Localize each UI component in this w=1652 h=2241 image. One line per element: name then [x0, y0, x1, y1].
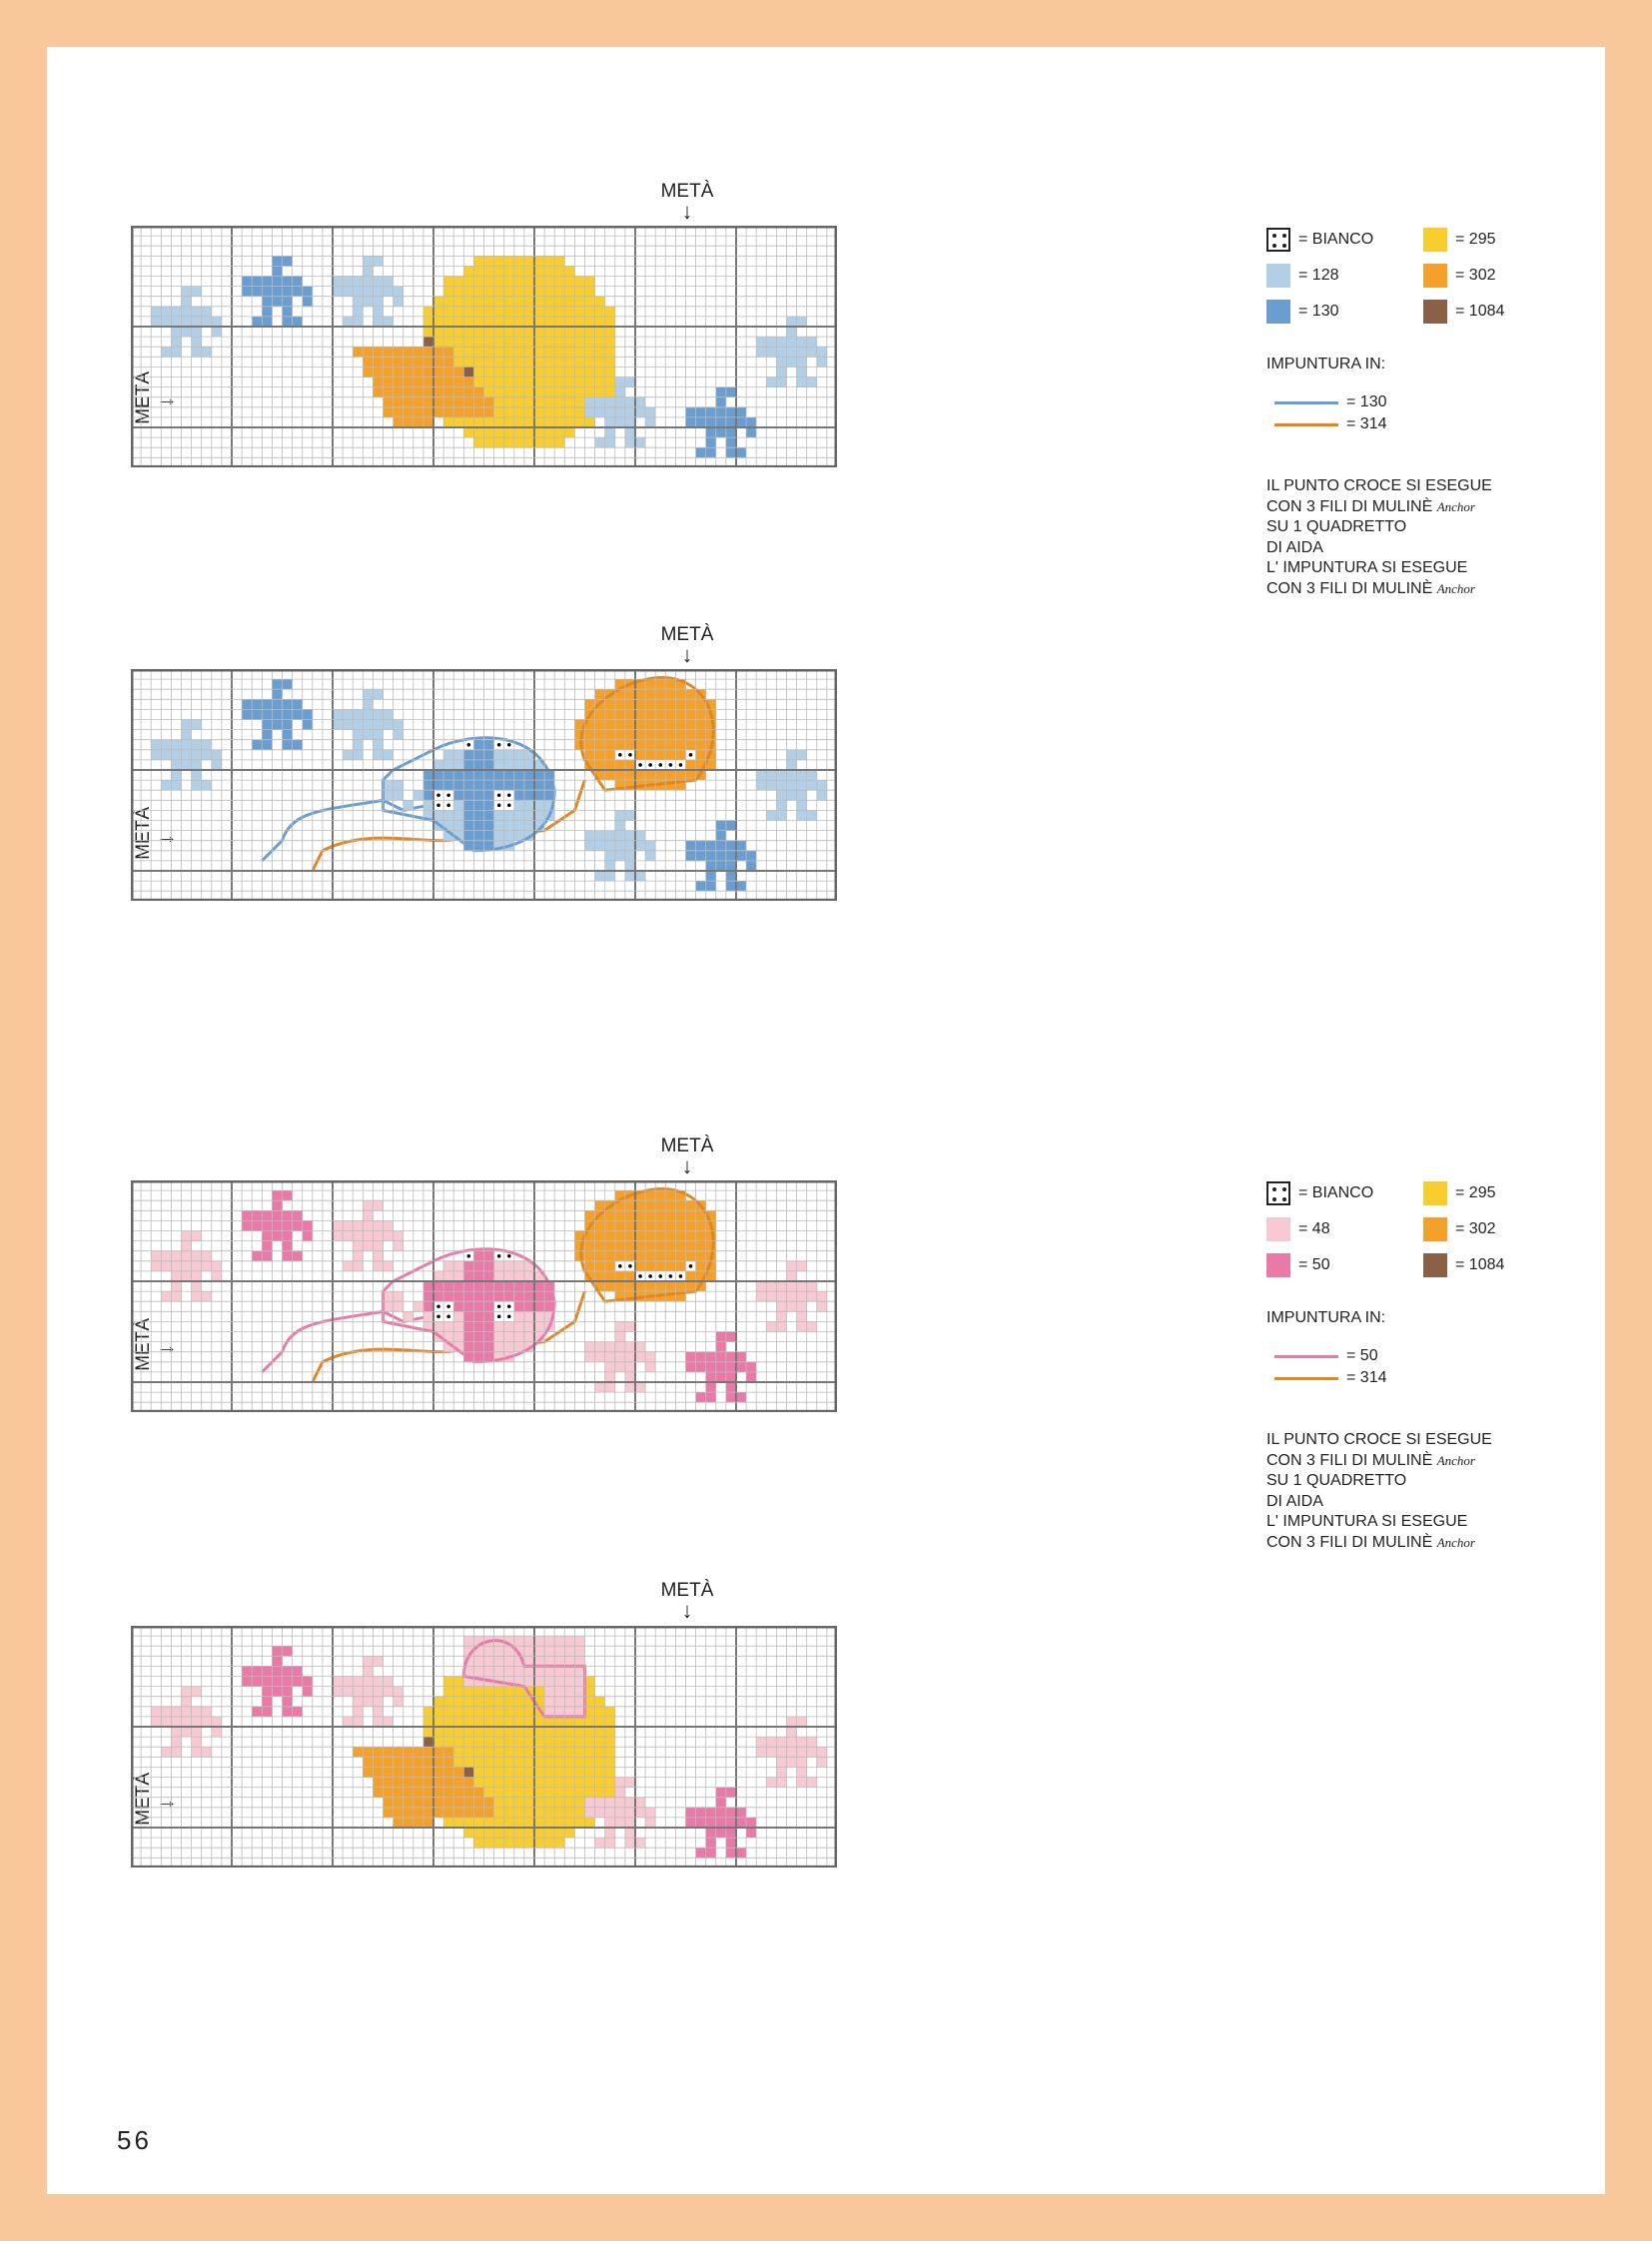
candy [384, 1249, 555, 1362]
stitch-notes: IL PUNTO CROCE SI ESEGUE CON 3 FILI DI MULINÈ Anchor SU 1 QUADRETTO DI AIDA L' IMPUNTURA SI ESEGUE CON 3 FILI DI MULINÈ Anchor [1266, 477, 1492, 597]
anchor-logo: Anchor [1436, 1534, 1475, 1550]
legend-label: = 295 [1455, 231, 1496, 248]
swatch-48 [1266, 1217, 1290, 1241]
meta-side-label-1: METÀ [133, 372, 154, 424]
chart-pink-duck [131, 1626, 837, 1868]
swatch-bianco [1266, 1181, 1290, 1205]
legend-label: = 50 [1298, 1256, 1330, 1273]
legend-label: = 48 [1298, 1220, 1330, 1237]
stitch-notes: IL PUNTO CROCE SI ESEGUE CON 3 FILI DI MULINÈ Anchor SU 1 QUADRETTO DI AIDA L' IMPUNTURA SI ESEGUE CON 3 FILI DI MULINÈ Anchor [1266, 1431, 1492, 1551]
chart-blue-balloon [131, 669, 837, 901]
swatch-1084 [1423, 300, 1447, 324]
legend-label: = 1084 [1455, 1256, 1505, 1273]
chart-pink-balloon [131, 1180, 837, 1412]
meta-top-label-2: METÀ ↓ [660, 624, 714, 667]
meta-side-label-4: METÀ [133, 1773, 154, 1826]
impuntura-title: IMPUNTURA IN: [1266, 356, 1386, 373]
swatch-295 [1423, 228, 1447, 252]
legend-label: = 302 [1455, 267, 1496, 284]
impuntura-line-314 [1274, 1377, 1338, 1380]
impuntura-title: IMPUNTURA IN: [1266, 1309, 1386, 1326]
meta-side-arrow-1: → [156, 385, 178, 410]
chart-svg [131, 1626, 837, 1868]
swatch-128 [1266, 264, 1290, 288]
legend-label: = BIANCO [1298, 1184, 1374, 1201]
impuntura-line-50 [1274, 1355, 1338, 1358]
meta-side-arrow-3: → [156, 1333, 178, 1358]
swatch-bianco [1266, 228, 1290, 252]
candy [384, 738, 555, 851]
chart-svg [131, 1180, 837, 1412]
meta-side-label-2: METÀ [133, 807, 154, 860]
anchor-logo: Anchor [1436, 498, 1475, 514]
page-number: 56 [117, 2125, 152, 2155]
legend-label: = 130 [1298, 303, 1339, 320]
impuntura-line-130 [1274, 401, 1338, 404]
meta-side-arrow-4: → [156, 1788, 178, 1813]
swatch-295 [1423, 1181, 1447, 1205]
legend-label: = BIANCO [1298, 231, 1374, 248]
impuntura-label: = 50 [1346, 1347, 1378, 1364]
meta-top-label-1: METÀ ↓ [660, 181, 714, 224]
meta-side-label-3: METÀ [133, 1318, 154, 1371]
meta-side-arrow-2: → [156, 823, 178, 848]
chart-svg [131, 669, 837, 901]
legend-label: = 128 [1298, 267, 1339, 284]
impuntura-label: = 130 [1346, 393, 1387, 410]
anchor-logo: Anchor [1436, 580, 1475, 596]
anchor-logo: Anchor [1436, 1452, 1475, 1468]
impuntura-label: = 314 [1346, 415, 1387, 432]
swatch-50 [1266, 1253, 1290, 1277]
swatch-302 [1423, 1217, 1447, 1241]
legend-label: = 1084 [1455, 303, 1505, 320]
chart-svg [131, 226, 837, 467]
meta-top-label-4: METÀ ↓ [660, 1580, 714, 1623]
impuntura-line-314 [1274, 423, 1338, 426]
impuntura-label: = 314 [1346, 1369, 1387, 1386]
swatch-130 [1266, 300, 1290, 324]
chart-blue-duck [131, 226, 837, 467]
swatch-302 [1423, 264, 1447, 288]
legend-label: = 295 [1455, 1184, 1496, 1201]
swatch-1084 [1423, 1253, 1447, 1277]
meta-top-label-3: METÀ ↓ [660, 1135, 714, 1178]
legend-label: = 302 [1455, 1220, 1496, 1237]
